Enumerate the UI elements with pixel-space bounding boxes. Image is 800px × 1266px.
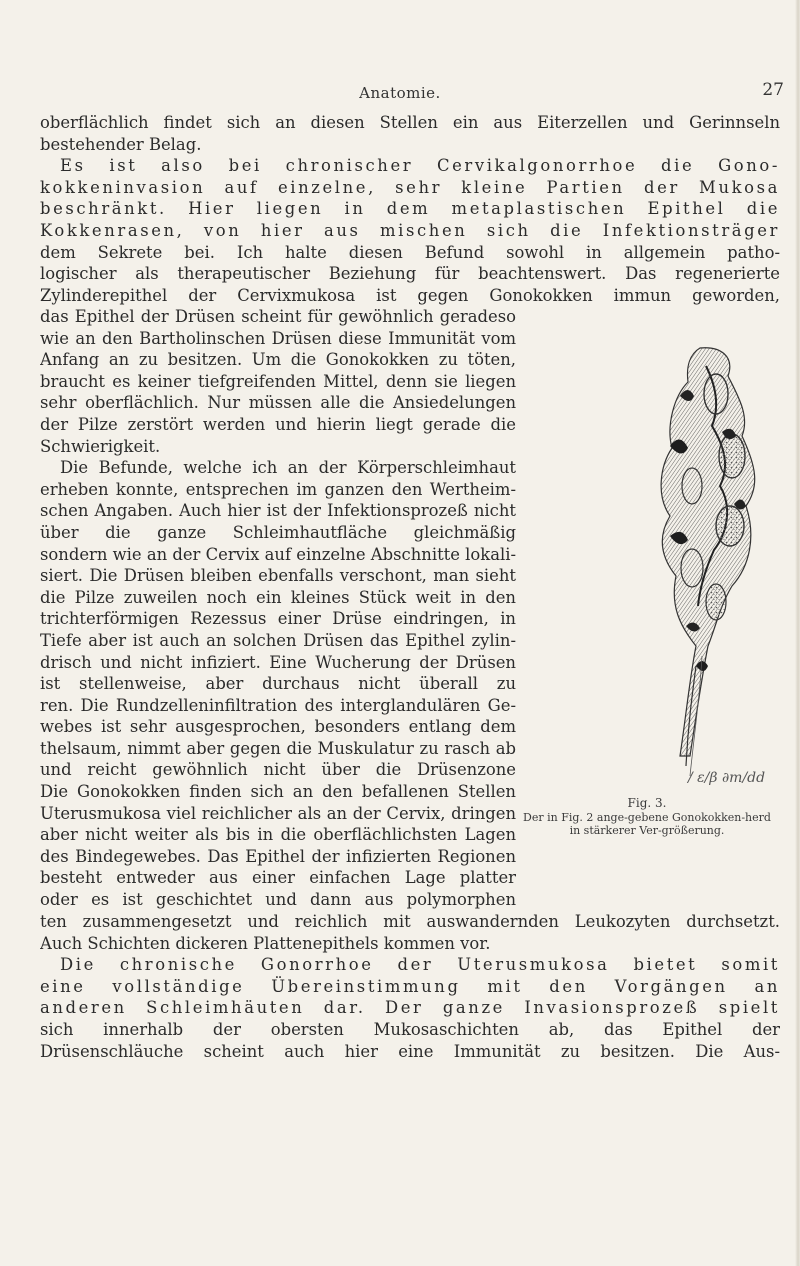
text-line: oder es ist geschichtet und dann aus polymorphen	[40, 890, 516, 910]
text-line: Es ist also bei chronischer Cervikalgonorrhoe die Gono-	[60, 156, 780, 176]
text-line: kokkeninvasion auf einzelne, sehr kleine Partien der Mukosa	[40, 177, 780, 197]
text-line: drisch und nicht infiziert. Eine Wucherung der Drüsen	[40, 652, 516, 672]
text-line: des Bindegewebes. Das Epithel der infizierten Regionen	[40, 846, 516, 866]
page-edge	[795, 0, 800, 1266]
text-line: beschränkt. Hier liegen in dem metaplastischen Epithel die	[40, 199, 780, 219]
text-line: sehr oberflächlich. Nur müssen alle die Ansiedelungen	[40, 393, 516, 413]
text-line: webes ist sehr ausgesprochen, besonders entlang dem	[40, 717, 516, 737]
text-line: anderen Schleimhäuten dar. Der ganze Invasionsprozeß spielt	[40, 998, 780, 1018]
histology-drawing	[520, 336, 772, 786]
text-line: Die Gonokokken finden sich an den befallenen Stellen	[40, 782, 516, 802]
text-line: aber nicht weiter als bis in die oberflächlichsten Lagen	[40, 825, 516, 845]
figure-caption-text: Der in Fig. 2 ange-gebene Gonokokken-herd in stärkerer Ver-größerung.	[523, 811, 771, 837]
text-line: Auch Schichten dickeren Plattenepithels kommen vor.	[40, 933, 491, 953]
text-line: logischer als therapeutischer Beziehung für beachtenswert. Das regenerierte	[40, 264, 780, 284]
text-line: sondern wie an der Cervix auf einzelne Abschnitte lokali-	[40, 544, 516, 564]
running-header: Anatomie.	[359, 84, 441, 102]
text-line: Kokkenrasen, von hier aus mischen sich die Infektionsträger	[40, 220, 780, 240]
text-line: schen Angaben. Auch hier ist der Infektionsprozeß nicht	[40, 501, 516, 521]
text-line: erheben konnte, entsprechen im ganzen den Wertheim-	[40, 479, 516, 499]
text-line: siert. Die Drüsen bleiben ebenfalls verschont, man sieht	[40, 566, 516, 586]
text-line: ist stellenweise, aber durchaus nicht überall zu	[40, 674, 516, 694]
text-line: der Pilze zerstört werden und hierin liegt gerade die	[40, 414, 516, 434]
text-line: Anfang an zu besitzen. Um die Gonokokken zu töten,	[40, 350, 516, 370]
column-text-block	[40, 306, 516, 911]
text-line: Drüsenschläuche scheint auch hier eine Immunität zu besitzen. Die Aus-	[40, 1041, 780, 1061]
text-line: besteht entweder aus einer einfachen Lage platter	[40, 868, 516, 888]
top-text-block	[40, 112, 780, 306]
text-line: braucht es keiner tiefgreifenden Mittel, denn sie liegen	[40, 371, 516, 391]
text-line: ren. Die Rundzelleninfiltration des interglandulären Ge-	[40, 695, 516, 715]
text-line: bestehender Belag.	[40, 134, 202, 154]
text-line: dem Sekrete bei. Ich halte diesen Befund sowohl in allgemein patho-	[40, 242, 780, 262]
figure-number: Fig. 3.	[627, 796, 667, 810]
text-line: oberflächlich findet sich an diesen Stellen ein aus Eiterzellen und Gerinnseln	[40, 113, 780, 132]
text-line: trichterförmigen Rezessus einer Drüse eindringen, in	[40, 609, 516, 629]
figure-illustration	[520, 336, 772, 786]
text-line: sich innerhalb der obersten Mukosaschichten ab, das Epithel der	[40, 1019, 780, 1039]
figure-caption	[522, 797, 772, 837]
text-line: ten zusammengesetzt und reichlich mit auswandernden Leukozyten durchsetzt.	[40, 912, 780, 931]
text-line: eine vollständige Übereinstimmung mit den Vorgängen an	[40, 976, 780, 996]
text-line: das Epithel der Drüsen scheint für gewöhnlich geradeso	[40, 307, 516, 326]
text-line: Die Befunde, welche ich an der Körperschleimhaut	[60, 458, 516, 478]
handwritten-label: / ε/β ∂m/dd	[688, 770, 766, 786]
page-number: 27	[762, 80, 784, 100]
text-line: die Pilze zuweilen noch ein kleines Stück weit in den	[40, 587, 516, 607]
text-line: wie an den Bartholinschen Drüsen diese Immunität vom	[40, 328, 516, 348]
text-line: und reicht gewöhnlich nicht über die Drüsenzone	[40, 760, 516, 780]
bottom-text-block	[40, 911, 780, 1062]
text-line: Uterusmukosa viel reichlicher als an der Cervix, dringen	[40, 803, 516, 823]
text-line: Schwierigkeit.	[40, 436, 161, 456]
text-line: über die ganze Schleimhautfläche gleichmäßig	[40, 522, 516, 542]
text-line: thelsaum, nimmt aber gegen die Muskulatur zu rasch ab	[40, 738, 516, 758]
text-line: Zylinderepithel der Cervixmukosa ist gegen Gonokokken immun geworden,	[40, 285, 780, 305]
text-line: Tiefe aber ist auch an solchen Drüsen das Epithel zylin-	[40, 630, 516, 650]
text-line: Die chronische Gonorrhoe der Uterusmukosa bietet somit	[60, 955, 780, 975]
